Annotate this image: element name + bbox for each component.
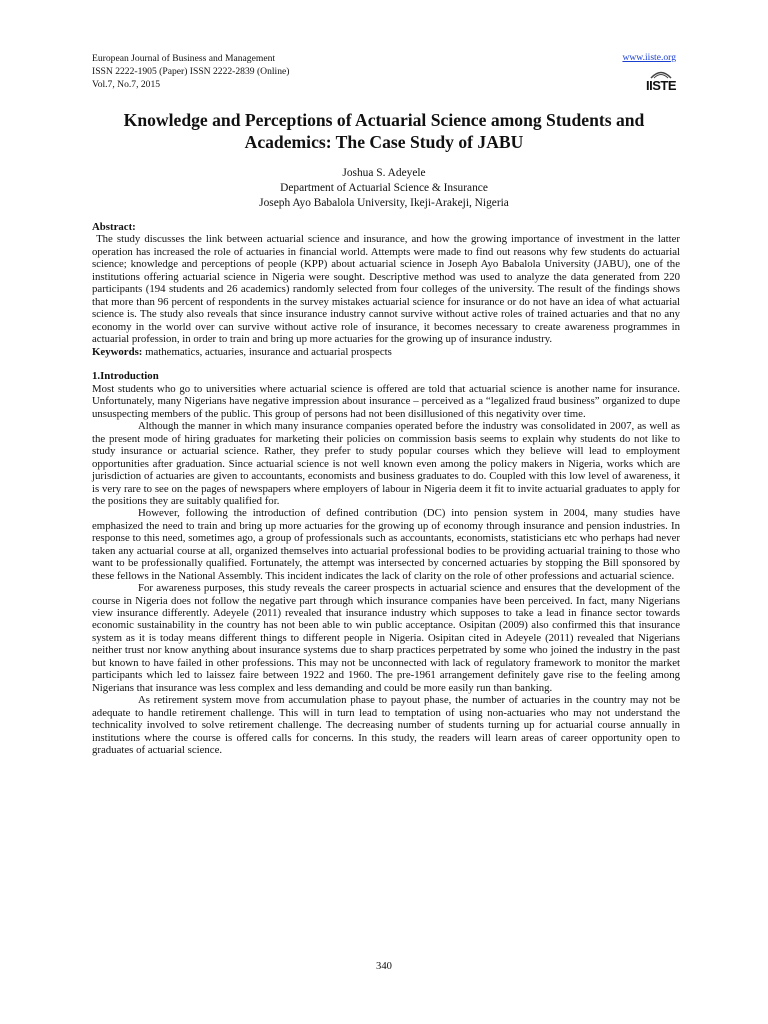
- author-affiliation: Joseph Ayo Babalola University, Ikeji-Arakeji, Nigeria: [259, 197, 509, 209]
- intro-paragraph-2: Although the manner in which many insurance companies operated before the industry was consolidated in 2007, as well as the present mode of hiring graduates for marketing their policies on commission basis seems to explain why students do not like to study insurance or actuarial science. Rather, they prefer to study popular courses which they believe will lead to employment opportunities after graduation. Since actuarial science is not well known even among the policy makers in Nigeria, works which are jurisdiction of actuaries are given to accountants, economists and business graduates to do. Coupled with this low level of awareness, it is very rare to see on the pages of newspapers where employers of labour in Nigeria deem it fit to invite actuarial graduates to apply for the positions they are suitably qualified for.: [92, 420, 680, 507]
- iiste-logo-graphic: [645, 66, 677, 93]
- abstract-heading: Abstract:: [92, 221, 136, 233]
- abstract-text: The study discusses the link between actuarial science and insurance, and how the growing importance of investment in the latter operation has increased the role of actuaries in financial world. Attempts were made to find out reasons why few students do actuarial science; knowledge and perceptions of people (KPP) about actuarial science in Joseph Ayo Babalola University (JABU), one of the institutions offering actuarial science in Nigeria were sought. Descriptive method was used to analyze the data generated from 220 participants (194 students and 26 academics) randomly selected from four colleges of the university. The result of the findings shows that more than 96 percent of respondents in the survey mistakes actuarial science for insurance or do not have an idea of what actuarial science is. The study also reveals that since insurance industry cannot survive without active roles of trained actuaries and that no any economy in the world over can survive without active role of insurance, it becomes necessary to create awareness programmes in actuarial profession, in order to train and bring up more actuaries for the growing up of insurance industry.: [92, 233, 683, 346]
- journal-name: European Journal of Business and Management: [92, 53, 276, 64]
- author-name: Joshua S. Adeyele: [342, 167, 426, 179]
- intro-paragraph-5: As retirement system move from accumulation phase to payout phase, the number of actuaries in the country may not be adequate to handle retirement challenge. This will in turn lead to temptation of using non-actuaries who may not understand the technicality involved to solve retirement challenge. The decreasing number of students turning up for actuarial course annually in institutions where the course is offered calls for concerns. In this study, the readers will learn areas of career opportunity open to graduates of actuarial science.: [92, 694, 680, 757]
- keywords-line: [92, 346, 680, 358]
- keywords-text: mathematics, actuaries, insurance and actuarial prospects: [142, 345, 392, 358]
- journal-website-link[interactable]: www.iiste.org: [622, 52, 676, 63]
- page-number: 340: [376, 961, 392, 972]
- journal-header: [92, 52, 676, 91]
- keywords-label: Keywords:: [92, 345, 143, 358]
- intro-paragraph-1: Most students who go to universities where actuarial science is offered are told that actuarial science is another name for insurance. Unfortunately, many Nigerians have negative impression about insurance – perceived as a “legalized fraud business” organized to dupe unsuspecting members of the public. This group of persons had not been disillusioned of this negativity over time.: [92, 382, 680, 420]
- paper-body: [92, 221, 683, 757]
- intro-paragraph-3: However, following the introduction of defined contribution (DC) into pension system in 2004, many studies have emphasized the need to train and bring up more actuaries for the growing up of economy through insurance and pension industries. In response to this need, sometimes ago, a group of professionals such as accountants, economists, statisticians etc who perhaps had never taken any actuarial course at all, organized themselves into actuarial professional bodies to be providing actuarial training to those who want to be professionally qualified. Fortunately, the attempt was intersected by concerned actuaries by stopping the Bill sponsored by these fellows in the National Assembly. This incident indicates the lack of clarity on the role of other professions and actuarial science.: [92, 507, 680, 582]
- section-spacer: [92, 358, 680, 370]
- author-department: Department of Actuarial Science & Insurance: [280, 182, 488, 194]
- paper-title: Knowledge and Perceptions of Actuarial Science among Students and Academics: The Case Study of JABU: [123, 110, 645, 152]
- journal-info: [92, 52, 676, 91]
- journal-volume: Vol.7, No.7, 2015: [92, 79, 161, 90]
- iiste-logo-icon: [645, 66, 677, 93]
- intro-paragraph-4: For awareness purposes, this study reveals the career prospects in actuarial science and ensures that the development of the course in Nigeria does not follow the negative part through which insurance companies have been perceived. In fact, many Nigerians view insurance differently. Adeyele (2011) revealed that insurance industry which supposes to take a lead in finance sector towards economic sustainability in the country has not been able to win public acceptance. Osipitan (2009) also confirmed this that insurance system as it is today means different things to different people in Nigeria. Osipitan cited in Adeyele (2011) revealed that Nigerians neither trust nor know anything about insurance systems due to sharp practices perpetrated by some who joined the industry in the past but known to have failed in other professions. This may not be unconnected with lack of regulatory framework to monitor the market participants which led to laissez faire between 1922 and 1960. The pre-1961 arrangement definitely gave rise to the feeling among Nigerians that insurance was less complex and less demanding and could be more easily run than banking.: [92, 582, 680, 694]
- author-block: [92, 166, 676, 211]
- journal-issn: ISSN 2222-1905 (Paper) ISSN 2222-2839 (Online): [92, 66, 290, 77]
- logo-text: IISTE: [645, 78, 677, 93]
- introduction-heading: 1.Introduction: [92, 370, 159, 383]
